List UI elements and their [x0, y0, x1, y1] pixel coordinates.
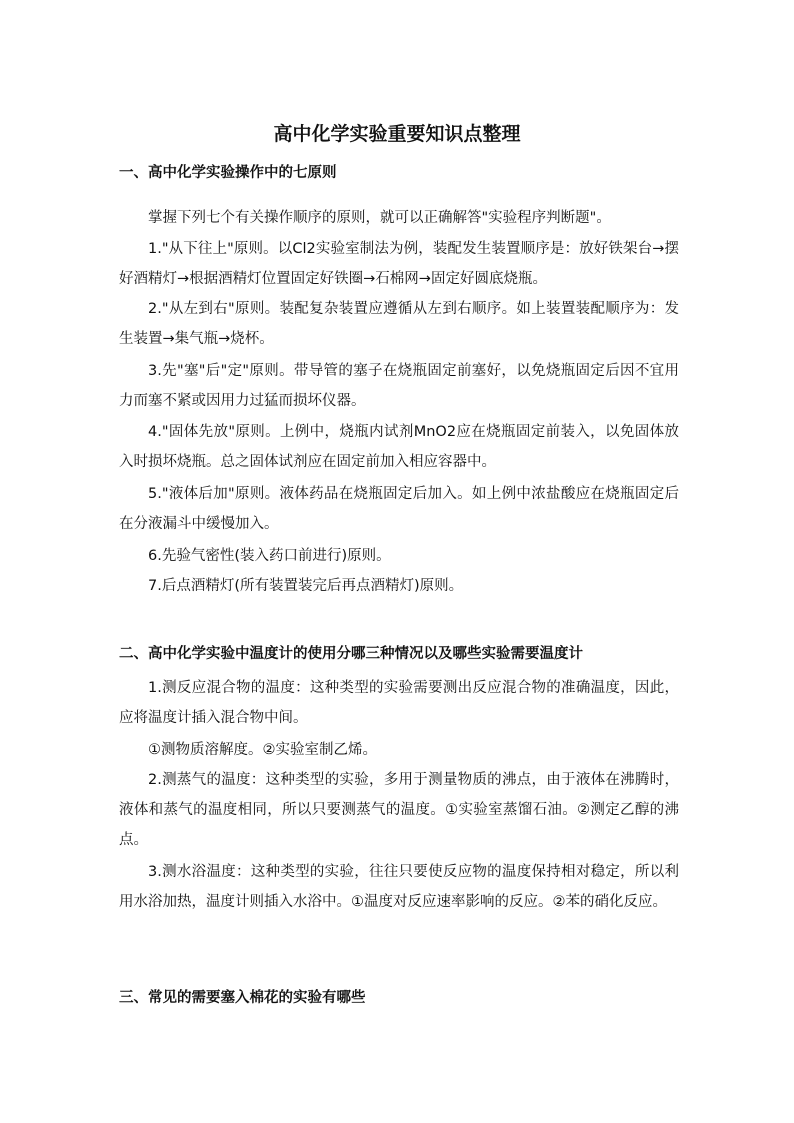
section-1-intro: 掌握下列七个有关操作顺序的原则，就可以正确解答"实验程序判断题"。 — [148, 210, 611, 226]
section-2-item-3: 3.测水浴温度：这种类型的实验，往往只要使反应物的温度保持相对稳定，所以利用水浴加热，温度计则插入水浴中。①温度对反应速率影响的反应。②苯的硝化反应。 — [119, 864, 679, 910]
section-1-item-1: 1."从下往上"原则。以Cl2实验室制法为例，装配发生装置顺序是：放好铁架台→摆好酒精灯→根据酒精灯位置固定好铁圈→石棉网→固定好圆底烧瓶。 — [119, 241, 679, 287]
section-1-item-3: 3.先"塞"后"定"原则。带导管的塞子在烧瓶固定前塞好，以免烧瓶固定后因不宜用力而塞不紧或因用力过猛而损坏仪器。 — [119, 363, 679, 409]
section-1-item-7: 7.后点酒精灯(所有装置装完后再点酒精灯)原则。 — [148, 578, 464, 594]
section-2-heading: 二、高中化学实验中温度计的使用分哪三种情况以及哪些实验需要温度计 — [119, 646, 583, 662]
section-1-item-4: 4."固体先放"原则。上例中，烧瓶内试剂MnO2应在烧瓶固定前装入，以免固体放入时损坏烧瓶。总之固体试剂应在固定前加入相应容器中。 — [119, 424, 679, 470]
section-1-item-6: 6.先验气密性(装入药口前进行)原则。 — [148, 548, 391, 564]
section-2-item-2: 2.测蒸气的温度：这种类型的实验，多用于测量物质的沸点，由于液体在沸腾时，液体和蒸气的温度相同，所以只要测蒸气的温度。①实验室蒸馏石油。②测定乙醇的沸点。 — [119, 772, 679, 848]
section-1-heading: 一、高中化学实验操作中的七原则 — [119, 165, 337, 181]
section-2-item-1: 1.测反应混合物的温度：这种类型的实验需要测出反应混合物的准确温度，因此，应将温度计插入混合物中间。 — [119, 680, 679, 726]
section-1-item-5: 5."液体后加"原则。液体药品在烧瓶固定后加入。如上例中浓盐酸应在烧瓶固定后在分液漏斗中缓慢加入。 — [119, 486, 679, 532]
document-title: 高中化学实验重要知识点整理 — [273, 123, 521, 145]
section-1-item-2: 2."从左到右"原则。装配复杂装置应遵循从左到右顺序。如上装置装配顺序为：发生装置→集气瓶→烧杯。 — [119, 301, 679, 347]
section-3-heading: 三、常见的需要塞入棉花的实验有哪些 — [119, 990, 366, 1006]
section-2-item-1-examples: ①测物质溶解度。②实验室制乙烯。 — [148, 742, 377, 758]
